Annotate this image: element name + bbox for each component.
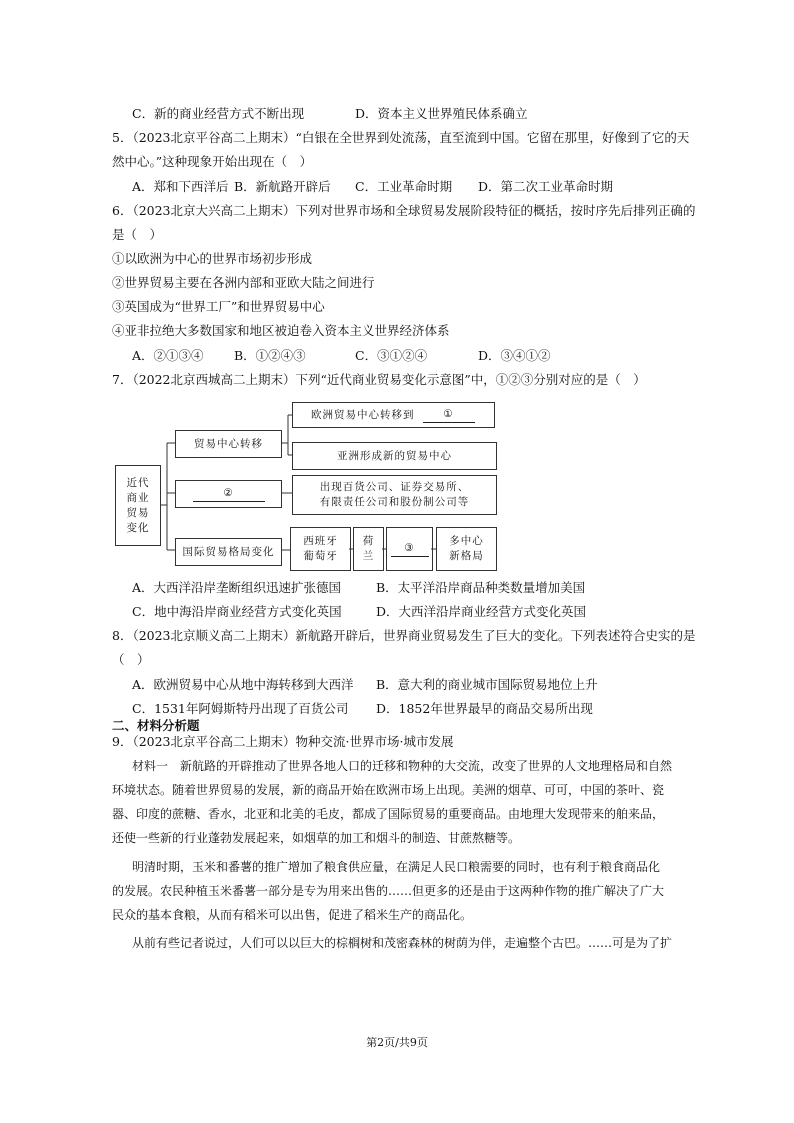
q4-option-d: D．资本主义世界殖民体系确立 <box>355 106 528 121</box>
q6-option-a: A．②①③④ <box>132 348 204 363</box>
q6-option-c: C．③①②④ <box>355 348 428 363</box>
diagram-root-box: 近代 商业 贸易 变化 <box>115 465 161 546</box>
q5-option-a: A．郑和下西洋后 <box>132 179 229 194</box>
q8-option-d: D．1852年世界最早的商品交易所出现 <box>376 701 593 716</box>
q9-p2-line1: 明清时期，玉米和番薯的推广增加了粮食供应量，在满足人民口粮需要的同时，也有利于粮食商品化 <box>132 860 661 874</box>
q7-option-d: D．大西洋沿岸商业经营方式变化英国 <box>376 604 587 619</box>
q6-option-d: D．③④①② <box>478 348 551 363</box>
blank-3: ③ <box>391 541 429 557</box>
q9-p1-line1: 材料一 新航路的开辟推动了世界各地人口的迁移和物种的大交流，改变了世界的人文地理格局和自然 <box>132 759 673 773</box>
q8-stem-line1: 8．（2023北京顺义高二上期末）新航路开辟后，世界商业贸易发生了巨大的变化。下列表述符合史实的是 <box>112 628 696 643</box>
q9-p3-line1: 从前有些记者说过，人们可以以巨大的棕榈树和茂密森林的树荫为伴，走遍整个古巴。……可是为了扩 <box>132 936 673 950</box>
q5-stem-line2: 然中心。”这种现象开始出现在（ ） <box>112 154 313 169</box>
q5-option-d: D．第二次工业革命时期 <box>478 179 614 194</box>
q5-option-c: C．工业革命时期 <box>355 179 453 194</box>
diagram-center-shift-box: 贸易中心转移 <box>175 430 282 458</box>
diagram-blank-3-box <box>386 527 433 571</box>
q5-stem-line1: 5．（2023北京平谷高二上期末）“白银在全世界到处流荡，直至流到中国。它留在那里，好像到了它的天 <box>112 130 690 145</box>
q6-item-4: ④亚非拉绝大多数国家和地区被迫卷入资本主义世界经济体系 <box>112 323 450 338</box>
diagram-spain-portugal-box: 西班牙 葡萄牙 <box>290 527 351 571</box>
q7-option-a: A．大西洋沿岸垄断组织迅速扩张德国 <box>132 580 342 595</box>
q4-option-c: C．新的商业经营方式不断出现 <box>132 106 305 121</box>
section-heading: 二、材料分析题 <box>112 718 200 733</box>
q9-p2-line3: 民众的基本食粮，从而有稻米可以出售，促进了稻米生产的商品化。 <box>112 908 473 922</box>
europe-shift-label: 欧洲贸易中心转移到 <box>311 408 415 421</box>
diagram-europe-shift-box <box>292 402 495 428</box>
blank-2: ② <box>193 486 265 502</box>
blank-1: ① <box>423 407 475 423</box>
q9-p2-line2: 的发展。农民种植玉米番薯一部分是专为用来出售的……但更多的还是由于这两种作物的推广解决了广大 <box>112 884 665 898</box>
page-number-footer: 第2页/共9页 <box>366 1036 428 1049</box>
q6-option-b: B．①②④③ <box>234 348 306 363</box>
q7-option-c: C．地中海沿岸商业经营方式变化英国 <box>132 604 342 619</box>
q7-stem: 7．（2022北京西城高二上期末）下列“近代商业贸易变化示意图”中，①②③分别对应的是（ ） <box>112 372 646 387</box>
q6-item-2: ②世界贸易主要在各洲内部和亚欧大陆之间进行 <box>112 275 375 290</box>
q9-p1-line2: 环境状态。随着世界贸易的发展，新的商品开始在欧洲市场上出现。美洲的烟草、可可，中国的茶叶、瓷 <box>112 783 665 797</box>
q6-stem-line1: 6．（2023北京大兴高二上期末）下列对世界市场和全球贸易发展阶段特征的概括，按时序先后排列正确的 <box>112 203 696 218</box>
diagram-blank-2-box <box>175 480 282 508</box>
q8-option-a: A．欧洲贸易中心从地中海转移到大西洋 <box>132 677 354 692</box>
q8-option-c: C．1531年阿姆斯特丹出现了百货公司 <box>132 701 349 716</box>
q9-p1-line3: 器、印度的蔗糖、香水，北亚和北美的毛皮，都成了国际贸易的重要商品。由地理大发现带来的舶来品， <box>112 807 665 821</box>
q8-option-b: B．意大利的商业城市国际贸易地位上升 <box>376 677 598 692</box>
diagram-multi-center-box: 多中心 新格局 <box>436 527 497 571</box>
q5-option-b: B．新航路开辟后 <box>234 179 331 194</box>
q9-p1-line4: 还使一些新的行业蓬勃发展起来，如烟草的加工和烟斗的制造、甘蔗熬糖等。 <box>112 831 521 845</box>
diagram-holland-box: 荷 兰 <box>353 527 384 571</box>
q7-option-b: B．太平洋沿岸商品种类数量增加美国 <box>376 580 586 595</box>
diagram-companies-box: 出现百货公司、证券交易所、 有限责任公司和股份制公司等 <box>292 475 497 515</box>
q9-stem: 9．（2023北京平谷高二上期末）物种交流·世界市场·城市发展 <box>112 734 454 749</box>
q6-item-3: ③英国成为“世界工厂”和世界贸易中心 <box>112 299 325 314</box>
q6-stem-line2: 是（ ） <box>112 227 163 242</box>
diagram-pattern-change-box: 国际贸易格局变化 <box>175 538 282 566</box>
diagram-asia-center-box: 亚洲形成新的贸易中心 <box>292 442 497 470</box>
q6-item-1: ①以欧洲为中心的世界市场初步形成 <box>112 251 313 266</box>
q8-stem-line2: （ ） <box>112 652 150 667</box>
